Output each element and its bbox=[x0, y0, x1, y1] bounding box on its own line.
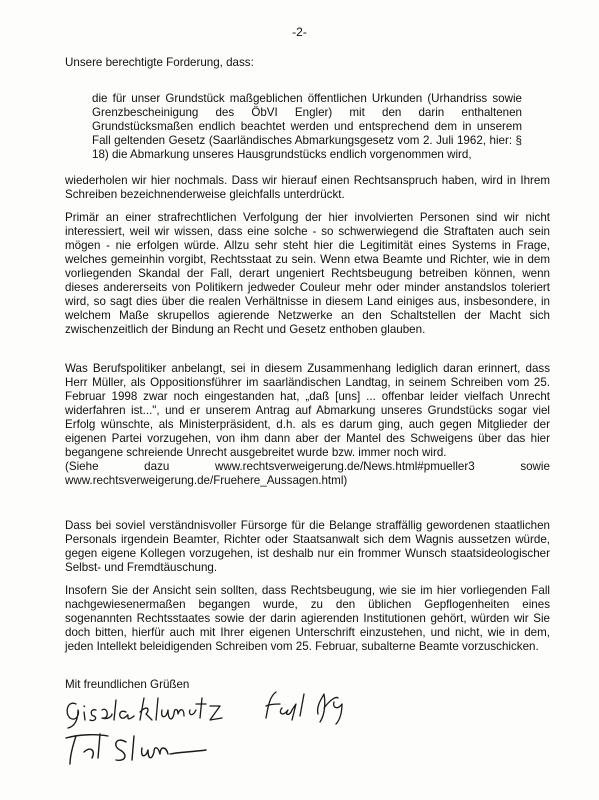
closing: Mit freundlichen Grüßen bbox=[65, 678, 190, 691]
signature-gisela bbox=[62, 690, 232, 732]
paragraph-3: Was Berufspolitiker anbelangt, sei in diesem Zusammenhang lediglich daran erinnert, dass Herr Müller, als Oppositionsführer im saarländischen Landtag, in seinem Schreiben vom 25. Februar 1998 zwar noch eingestanden hat, „daß [uns] ... offenbar leider vielfach Unrecht widerfahren ist...", und er unserem Antrag auf Abmarkung unseres Grundstücks sogar viel Erfolg wünschte, als Ministerpräsident, d.h. als es darum ging, auch gegen Mitglieder der eigenen Partei vorzugehen, von ihm dann aber der Mantel des Schweigens über das hier begangene schreiende Unrecht ausgebreitet wurde bzw. immer noch wird. (Siehe dazu www.rechtsverweigerung.de/News.html#pmueller3 sowie www.rechtsverweigerung.de/Fruehere_Aussagen.html) bbox=[65, 362, 550, 487]
demand-block bbox=[92, 80, 522, 173]
reference-line: (Siehe dazu www.rechtsverweigerung.de/News.html#pmueller3 sowie bbox=[65, 460, 550, 473]
intro-line bbox=[65, 56, 550, 70]
signature-initials-right bbox=[260, 686, 360, 728]
page-number: -2- bbox=[292, 25, 307, 39]
paragraph-1: wiederholen wir hier nochmals. Dass wir hierauf einen Rechtsanspruch haben, wird in Ihrem Schreiben bezeichnenderweise gleichfalls unterdrückt. bbox=[65, 174, 550, 201]
intro-text: Unsere berechtigte Forderung, dass: bbox=[65, 56, 254, 69]
signature-second bbox=[56, 728, 216, 768]
paragraph-5: Insofern Sie der Ansicht sein sollten, dass Rechtsbeugung, wie sie im hier vorliegenden Fall nachgewiesenermaßen begangen wurde, zu den üblichen Gepflogenheiten eines sogenannten Rechtsstaates sowie der darin agierenden Institutionen gehört, würden wir Sie doch bitten, hierfür auch mit Ihrer eigenen Unterschrift einzustehen, und nicht, wie in dem, jeden Intellekt beleidigenden Schreiben vom 25. Februar, subalterne Beamte vorzuschicken. bbox=[65, 584, 550, 653]
reference-link-2: www.rechtsverweigerung.de/Fruehere_Aussagen.html) bbox=[65, 474, 348, 487]
demand-text: die für unser Grundstück maßgeblichen öffentlichen Urkunden (Urhandriss sowie Grenzbescheinigung des ÖbVI Engler) mit den darin enthaltenen Grundstücksmaßen endlich beachtet werden und entsprechend dem in unserem Fall geltenden Gesetz (Saarländisches Abmarkungsgesetz vom 2. Juli 1962, hier: § 18) die Abmarkung unseres Hausgrundstücks endlich vorgenommen wird, bbox=[92, 91, 522, 161]
reference-link-1: www.rechtsverweigerung.de/News.html#pmueller3 bbox=[214, 460, 475, 473]
paragraph-2: Primär an einer strafrechtlichen Verfolgung der hier involvierten Personen sind wir nicht interessiert, weil wir wissen, dass eine solche - so schwerwiegend die Straftaten auch sein mögen - nie erfolgen würde. Allzu sehr steht hier die Legitimität eines Systems in Frage, welches gemeinhin vorgibt, Rechtsstaat zu sein. Wenn etwa Beamte und Richter, wie in dem vorliegenden Skandal der Fall, derart ungeniert Rechtsbeugung betreiben können, wenn dieses andererseits von Politikern jedweder Couleur mehr oder minder anstandslos toleriert wird, so sagt dies über die realen Verhältnisse in diesem Land einiges aus, insbesondere, in welchem Maße skrupellos agierende Netzwerke an den Schaltstellen der Macht sich zwischenzeitlich der Bindung an Recht und Gesetz enthoben glauben. bbox=[65, 211, 550, 336]
paragraph-4: Dass bei soviel verständnisvoller Fürsorge für die Belange straffällig gewordenen staatlichen Personals irgendein Beamter, Richter oder Staatsanwalt sich dem Wagnis aussetzen würde, gegen eigene Kollegen vorzugehen, ist deshalb nur ein frommer Wunsch staatsideologischer Selbst- und Fremdtäuschung. bbox=[65, 519, 550, 574]
